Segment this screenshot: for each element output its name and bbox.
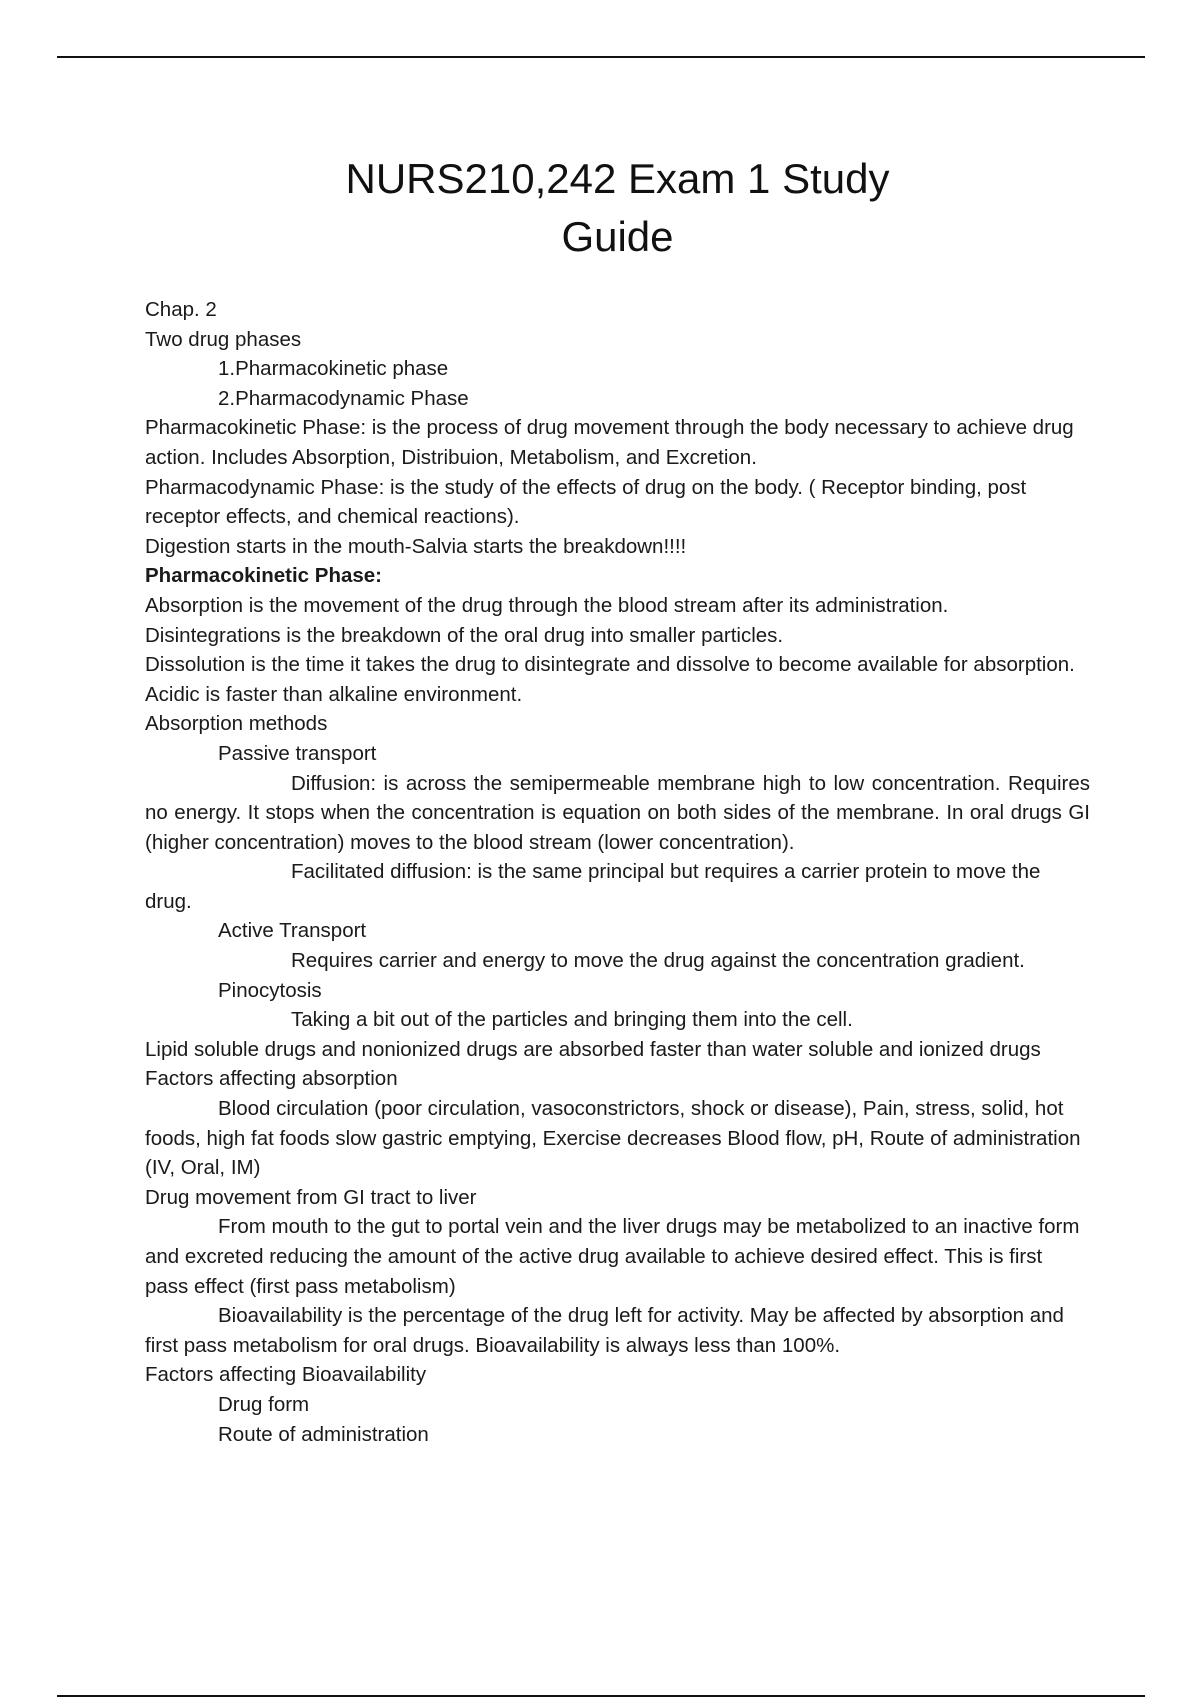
chapter-label: Chap. 2	[145, 298, 217, 321]
paragraph: Absorption is the movement of the drug through the blood stream after its administration.	[145, 593, 949, 617]
subheading: Pinocytosis	[218, 978, 322, 1002]
list-item: 2.Pharmacodynamic Phase	[218, 386, 469, 410]
paragraph: Factors affecting absorption	[145, 1067, 398, 1091]
paragraph: Digestion starts in the mouth-Salvia starts the breakdown!!!!	[145, 534, 687, 558]
paragraph: Taking a bit out of the particles and bringing them into the cell.	[291, 1008, 853, 1032]
document-body	[145, 295, 1090, 1449]
document-title	[200, 150, 1035, 266]
paragraph: From mouth to the gut to portal vein and the liver drugs may be metabolized to an inactive form and excreted reducing the amount of the active drug available to achieve desired effect. This is first pass effect (first pass metabolism)	[145, 1215, 1080, 1298]
paragraph: Acidic is faster than alkaline environment.	[145, 682, 523, 706]
section-heading: Pharmacokinetic Phase:	[145, 564, 382, 588]
title-line-1: NURS210,242 Exam 1 Study	[345, 155, 890, 202]
footer-rule	[57, 1695, 1145, 1697]
paragraph: Disintegrations is the breakdown of the oral drug into smaller particles.	[145, 623, 784, 647]
title-line-2: Guide	[561, 213, 674, 260]
paragraph: Lipid soluble drugs and nonionized drugs are absorbed faster than water soluble and ionized drugs	[145, 1037, 1041, 1061]
paragraph: Pharmacodynamic Phase: is the study of the effects of drug on the body. ( Receptor binding, post receptor effects, and chemical reactions).	[145, 475, 1027, 529]
subheading: Passive transport	[218, 741, 377, 765]
paragraph: Factors affecting Bioavailability	[145, 1363, 427, 1387]
list-item: Drug form	[218, 1392, 310, 1416]
paragraph: Pharmacokinetic Phase: is the process of drug movement through the body necessary to achieve drug action. Includes Absorption, Distribuion, Metabolism, and Excretion.	[145, 416, 1074, 469]
list-item: 1.Pharmacokinetic phase	[218, 357, 449, 381]
paragraph: Dissolution is the time it takes the drug to disintegrate and dissolve to become available for absorption.	[145, 653, 1075, 677]
paragraph: Facilitated diffusion: is the same principal but requires a carrier protein to move the drug.	[145, 860, 1041, 913]
header-rule	[57, 56, 1145, 58]
paragraph: Bioavailability is the percentage of the drug left for activity. May be affected by absorption and first pass metabolism for oral drugs. Bioavailability is always less than 100%.	[145, 1304, 1064, 1357]
paragraph: Two drug phases	[145, 327, 302, 351]
list-item: Route of administration	[218, 1422, 429, 1446]
paragraph: Absorption methods	[145, 712, 328, 736]
subheading: Active Transport	[218, 919, 367, 943]
paragraph: Diffusion: is across the semipermeable membrane high to low concentration. Requires no energy. It stops when the concentration is equation on both sides of the membrane. In oral drugs GI (higher concentration) moves to the blood stream (lower concentration).	[145, 771, 1090, 854]
paragraph: Requires carrier and energy to move the drug against the concentration gradient.	[291, 949, 1025, 973]
paragraph: Drug movement from GI tract to liver	[145, 1185, 477, 1209]
paragraph: Blood circulation (poor circulation, vasoconstrictors, shock or disease), Pain, stress, solid, hot foods, high fat foods slow gastric emptying, Exercise decreases Blood flow, pH, Route of administration (IV, Oral, IM)	[145, 1097, 1081, 1180]
